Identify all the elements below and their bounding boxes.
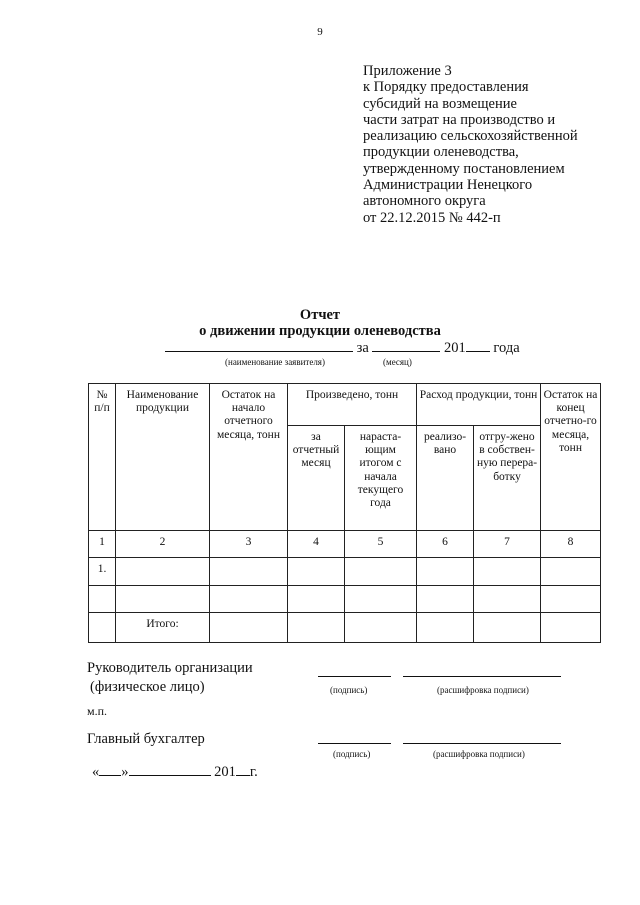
table-cell[interactable] [541, 558, 601, 586]
head-signature-line[interactable] [318, 676, 391, 677]
table-row [89, 586, 601, 613]
appendix-line: части затрат на производство и [363, 111, 556, 128]
table-cell[interactable] [541, 586, 601, 613]
day-blank[interactable] [99, 762, 121, 776]
header-end-balance: Остаток на конец отчетно-го месяца, тонн [541, 384, 601, 531]
appendix-line: субсидий на возмещение [363, 95, 517, 112]
header-sold: реализо-вано [417, 426, 474, 531]
table-row [89, 558, 601, 586]
accountant-decoding-line[interactable] [403, 743, 561, 744]
table-cell[interactable] [541, 613, 601, 643]
date-month-blank[interactable] [129, 762, 211, 776]
period-za: за [356, 340, 369, 356]
column-number: 8 [541, 531, 601, 558]
appendix-block [363, 63, 633, 226]
date-year-blank[interactable] [236, 762, 250, 776]
accountant-label: Главный бухгалтер [87, 731, 205, 747]
header-number: № п/п [89, 384, 116, 531]
table-cell[interactable] [288, 613, 345, 643]
table-cell[interactable] [210, 613, 288, 643]
column-number: 5 [345, 531, 417, 558]
table-cell[interactable] [417, 613, 474, 643]
total-label: Итого: [116, 613, 210, 643]
appendix-line: реализацию сельскохозяйственной [363, 128, 578, 145]
month-blank[interactable] [372, 338, 440, 352]
month-label: (месяц) [383, 357, 412, 367]
head-sub-label: (физическое лицо) [90, 679, 205, 695]
period-line [165, 338, 520, 357]
year-blank[interactable] [466, 338, 490, 352]
table-cell[interactable] [345, 586, 417, 613]
date-year-prefix: 201 [214, 764, 236, 780]
year-prefix: 201 [444, 340, 466, 356]
applicant-name-blank[interactable] [165, 338, 353, 352]
table-cell[interactable] [89, 613, 116, 643]
table-cell[interactable] [288, 558, 345, 586]
appendix-line: Администрации Ненецкого [363, 177, 533, 194]
date-line [92, 762, 258, 781]
report-title: Отчет [299, 307, 341, 323]
appendix-line: к Порядку предоставления [363, 79, 529, 96]
table-cell[interactable] [474, 613, 541, 643]
table-row [89, 613, 601, 643]
column-number: 3 [210, 531, 288, 558]
appendix-line: утвержденному постановлением [363, 160, 565, 177]
column-number: 6 [417, 531, 474, 558]
column-number: 1 [89, 531, 116, 558]
year-word: года [493, 340, 520, 356]
accountant-decoding-label: (расшифровка подписи) [433, 749, 525, 759]
appendix-line: автономного округа [363, 193, 486, 210]
table-cell[interactable] [288, 586, 345, 613]
column-number: 7 [474, 531, 541, 558]
header-product-name: Наименование продукции [116, 384, 210, 531]
head-decoding-label: (расшифровка подписи) [437, 685, 529, 695]
table-cell[interactable] [417, 558, 474, 586]
table-cell[interactable] [210, 558, 288, 586]
table-cell[interactable] [474, 586, 541, 613]
appendix-line: от 22.12.2015 № 442-п [363, 209, 501, 226]
appendix-line: Приложение 3 [363, 63, 452, 79]
table-cell[interactable] [345, 613, 417, 643]
header-start-balance: Остаток на начало отчетного месяца, тонн [210, 384, 288, 531]
table-cell[interactable] [89, 586, 116, 613]
header-produced: Произведено, тонн [288, 384, 417, 426]
header-processed: отгру-жено в собствен-ную перера-ботку [474, 426, 541, 531]
header-consumption: Расход продукции, тонн [417, 384, 541, 426]
header-produced-month: за отчетный месяц [288, 426, 345, 531]
header-produced-cumulative: нараста-ющим итогом с начала текущего года [345, 426, 417, 531]
table-cell[interactable] [116, 558, 210, 586]
head-signature-label: (подпись) [330, 685, 368, 695]
date-close-quote: » [121, 764, 129, 780]
date-open-quote: « [92, 764, 100, 780]
accountant-signature-label: (подпись) [333, 749, 371, 759]
column-number: 2 [116, 531, 210, 558]
accountant-signature-line[interactable] [318, 743, 391, 744]
date-year-suffix: г. [249, 764, 258, 780]
table-cell[interactable] [116, 586, 210, 613]
appendix-line: продукции оленеводства, [363, 144, 519, 161]
table-cell[interactable] [474, 558, 541, 586]
table-cell[interactable] [417, 586, 474, 613]
head-decoding-line[interactable] [403, 676, 561, 677]
stamp-label: м.п. [87, 704, 108, 718]
page-number: 9 [317, 26, 323, 38]
column-number: 4 [288, 531, 345, 558]
report-table [88, 383, 601, 643]
applicant-name-label: (наименование заявителя) [225, 357, 325, 367]
row-number: 1. [89, 558, 116, 586]
table-cell[interactable] [210, 586, 288, 613]
table-cell[interactable] [345, 558, 417, 586]
head-label: Руководитель организации [87, 660, 253, 676]
report-subtitle: о движении продукции оленеводства [199, 323, 441, 339]
